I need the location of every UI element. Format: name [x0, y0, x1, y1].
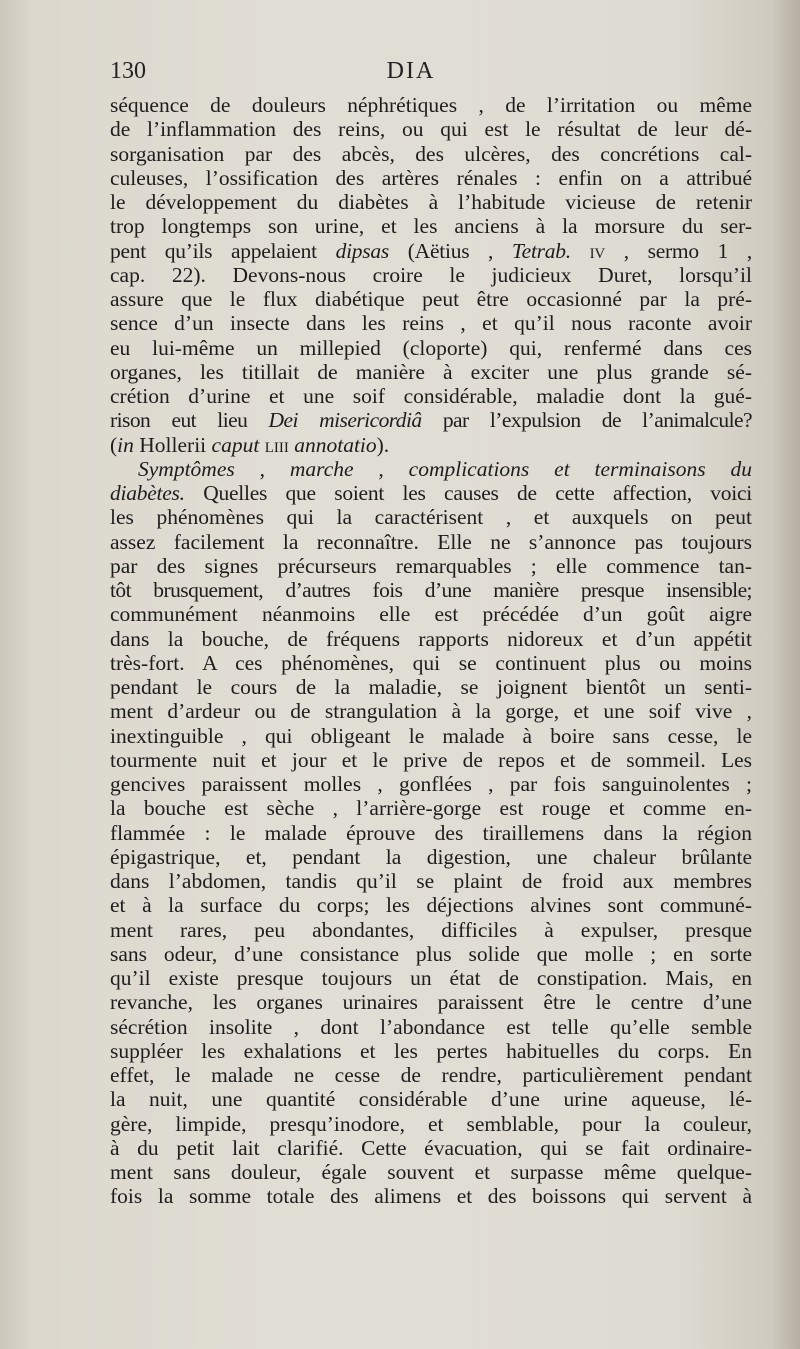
- text-line: tourmente nuit et jour et le prive de repos et de sommeil. Les: [110, 747, 752, 772]
- text-line: effet, le malade ne cesse de rendre, particulièrement pendant: [110, 1063, 752, 1087]
- text-line: la bouche est sèche , l’arrière-gorge est rouge et comme en-: [110, 796, 752, 821]
- text-line: sorganisation par des abcès, des ulcères, des concrétions cal-: [110, 141, 752, 166]
- page-edge-shadow: [772, 0, 800, 1349]
- text-line: assure que le flux diabétique peut être occasionné par la pré-: [110, 287, 752, 311]
- text-line: suppléer les exhalations et les pertes habituelles du corps. En: [110, 1038, 752, 1063]
- page-header: [110, 58, 752, 92]
- text-line: sence d’un insecte dans les reins , et qu’il nous raconte avoir: [110, 311, 752, 336]
- text-line: inextinguible , qui obligeant le malade à boire sans cesse, le: [110, 723, 752, 748]
- text-line: qu’il existe presque toujours un état de constipation. Mais, en: [110, 966, 752, 990]
- text-line: communément néanmoins elle est précédée d’un goût aigre: [110, 602, 752, 627]
- running-head: DIA: [386, 58, 436, 84]
- text-line: les phénomènes qui la caractérisent , et auxquels on peut: [110, 505, 752, 530]
- text-line: pent qu’ils appelaient dipsas (Aëtius , Tetrab. iv , sermo 1 ,: [110, 238, 752, 263]
- text-line: très-fort. A ces phénomènes, qui se continuent plus ou moins: [110, 650, 752, 675]
- text-line: dans l’abdomen, tandis qu’il se plaint de froid aux membres: [110, 869, 752, 893]
- page-number: 130: [110, 58, 146, 84]
- text-line: sans odeur, d’une consistance plus solide que molle ; en sorte: [110, 941, 752, 966]
- text-line: eu lui-même un millepied (cloporte) qui, renfermé dans ces: [110, 335, 752, 360]
- text-line: tôt brusquement, d’autres fois d’une manière presque insensible;: [110, 578, 752, 602]
- text-line: flammée : le malade éprouve des tiraillemens dans la région: [110, 820, 752, 845]
- text-line: le développement du diabètes à l’habitude vicieuse de retenir: [110, 190, 752, 214]
- text-line: ment sans douleur, égale souvent et surpasse même quelque-: [110, 1160, 752, 1184]
- text-line: culeuses, l’ossification des artères rénales : enfin on a attribué: [110, 165, 752, 190]
- text-line: gère, limpide, presqu’inodore, et semblable, pour la couleur,: [110, 1111, 752, 1136]
- text-line: pendant le cours de la maladie, se joignent bientôt un senti-: [110, 675, 752, 699]
- text-line: crétion d’urine et une soif considérable, maladie dont la gué-: [110, 384, 752, 408]
- text-line: fois la somme totale des alimens et des boissons qui servent à: [110, 1184, 752, 1209]
- text-line: de l’inflammation des reins, ou qui est le résultat de leur dé-: [110, 117, 752, 142]
- text-line: trop longtemps son urine, et les anciens à la morsure du ser-: [110, 214, 752, 239]
- text-line: la nuit, une quantité considérable d’une urine aqueuse, lé-: [110, 1087, 752, 1112]
- text-line: par des signes précurseurs remarquables ; elle commence tan-: [110, 553, 752, 578]
- text-line: à du petit lait clarifié. Cette évacuation, qui se fait ordinaire-: [110, 1135, 752, 1160]
- text-line: ment d’ardeur ou de strangulation à la gorge, et une soif vive ,: [110, 699, 752, 724]
- text-line: gencives paraissent molles , gonflées , par fois sanguinolentes ;: [110, 772, 752, 796]
- text-line: cap. 22). Devons-nous croire le judicieux Duret, lorsqu’il: [110, 262, 752, 287]
- text-line: (in Hollerii caput liii annotatio).: [110, 432, 390, 457]
- text-line: sécrétion insolite , dont l’abondance est telle qu’elle semble: [110, 1014, 752, 1039]
- text-line: ment rares, peu abondantes, difficiles à expulser, presque: [110, 917, 752, 942]
- text-line: rison eut lieu Dei misericordiâ par l’expulsion de l’animalcule?: [110, 408, 752, 433]
- text-line: revanche, les organes urinaires paraissent être le centre d’une: [110, 990, 752, 1015]
- text-line: organes, les titillait de manière à exciter une plus grande sé-: [110, 359, 752, 384]
- text-line: dans la bouche, de fréquens rapports nidoreux et d’un appétit: [110, 626, 752, 651]
- text-line: épigastrique, et, pendant la digestion, une chaleur brûlante: [110, 844, 752, 869]
- text-line: séquence de douleurs néphrétiques , de l’irritation ou même: [110, 93, 752, 117]
- text-line: diabètes. Quelles que soient les causes de cette affection, voici: [110, 481, 752, 505]
- section-heading-line: Symptômes , marche , complications et terminaisons du: [138, 456, 752, 481]
- text-line: assez facilement la reconnaître. Elle ne s’annonce pas toujours: [110, 529, 752, 554]
- body-text: [110, 93, 752, 1209]
- text-line: et à la surface du corps; les déjections alvines sont communé-: [110, 893, 752, 918]
